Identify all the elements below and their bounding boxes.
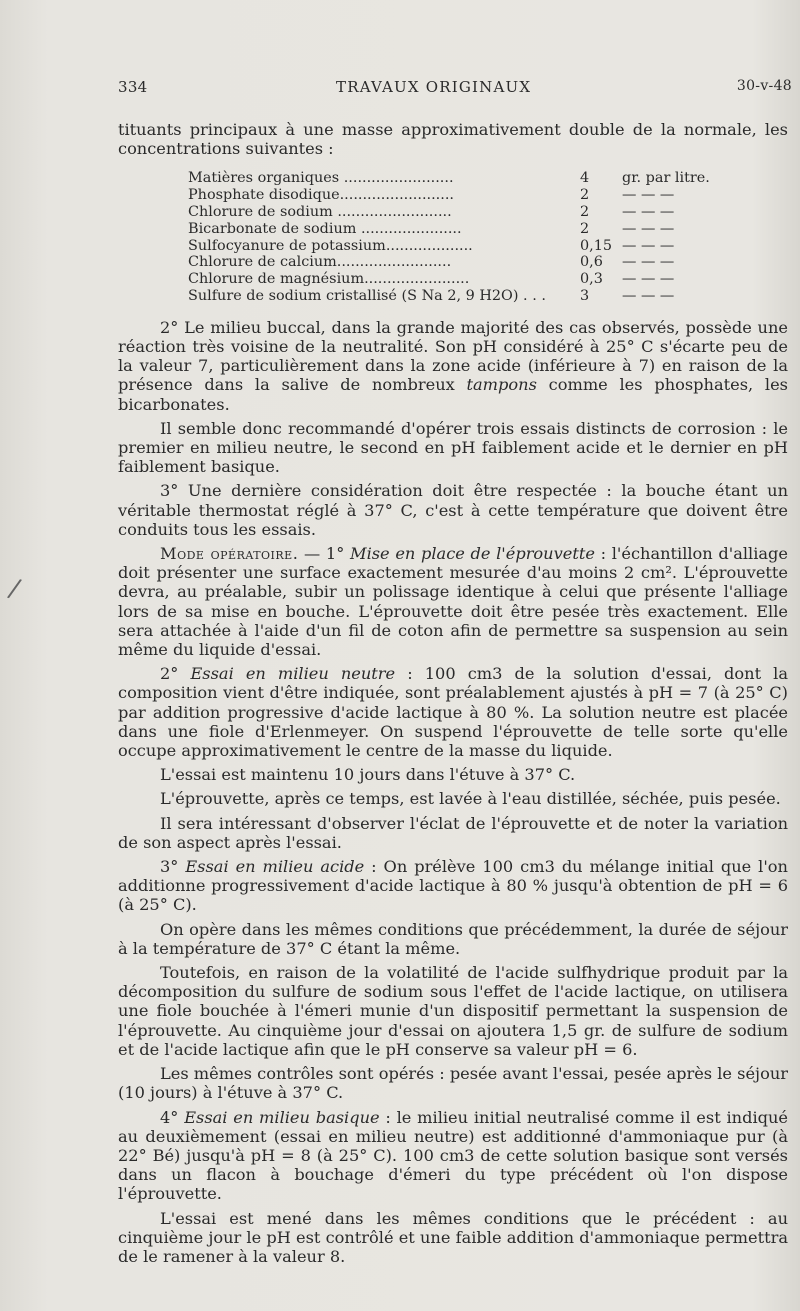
paragraph-buccal-medium: 2° Le milieu buccal, dans la grande majorité des cas observés, possède une réaction très voisine de la neutralité. Son pH considéré à 25° C s'écarte peu de la valeur 7, particulièrement dans la zone acide (inférieure à 7) en raison de la présence dans la salive de nombreux tampons comme les phosphates, les bicarbonates. xyxy=(118,317,788,414)
composition-quantity: 2 xyxy=(580,220,590,237)
paragraph-washing: L'éprouvette, après ce temps, est lavée à l'eau distillée, séchée, puis pesée. xyxy=(160,789,781,809)
composition-name: Matières organiques ........................ xyxy=(188,170,454,187)
subheading-neutral: Essai en milieu neutre xyxy=(190,664,396,684)
paragraph-temperature: 3° Une dernière considération doit être respectée : la bouche étant un véritable thermostat réglé à 37° C, c'est à cette température que doivent être conduits tous les essais. xyxy=(118,481,788,539)
composition-name: Sulfure de sodium cristallisé (S Na 2, 9 H2O) . . . xyxy=(188,287,546,304)
composition-unit: — — — xyxy=(622,287,675,304)
composition-name: Chlorure de sodium ......................... xyxy=(188,204,452,220)
composition-row xyxy=(188,170,710,187)
running-title: TRAVAUX ORIGINAUX xyxy=(336,78,532,96)
composition-row xyxy=(188,187,710,204)
emphasis-tampons: tampons xyxy=(466,375,537,395)
paragraph-volatility: Toutefois, en raison de la volatilité de l'acide sulfhydrique produit par la décomposition du sulfure de sodium sous l'effet de l'acide lactique, on utilisera une fiole bouchée à l'émeri munie d'un dispositif permettant la suspension de l'éprouvette. Au cinquième jour d'essai on ajoutera 1,5 gr. de sulfure de sodium et de l'acide lactique afin que le pH conserve sa valeur pH = 6. xyxy=(118,963,788,1059)
composition-unit: gr. par litre. xyxy=(622,170,710,187)
paragraph-procedure-setup: Mode opératoire. — 1° Mise en place de l'éprouvette : l'échantillon d'alliage doit présenter une surface exactement mesurée d'au moins 2 cm². L'éprouvette devra, au préalable, subir un polissage identique à celui que présente l'alliage lors de sa mise en bouche. L'éprouvette doit être pesée très exactement. Elle sera attachée à l'aide d'un fil de coton afin de permettre sa suspension au sein même du liquide d'essai. xyxy=(118,544,788,660)
paragraph-final: L'essai est mené dans les mêmes conditions que le précédent : au cinquième jour le pH est contrôlé et une faible addition d'ammoniaque permettra de le ramener à la valeur 8. xyxy=(118,1208,788,1266)
body-text xyxy=(118,120,788,1266)
subheading-specimen: Mise en place de l'éprouvette xyxy=(350,544,595,564)
issue-date: 30-v-48 xyxy=(736,78,792,94)
paragraph-acid-test: 3° Essai en milieu acide : On prélève 100 cm3 du mélange initial que l'on additionne progressivement d'acide lactique à 80 % jusqu'à obtention de pH = 6 (à 25° C). xyxy=(118,857,788,915)
subheading-acid: Essai en milieu acide xyxy=(185,857,365,877)
composition-name: Sulfocyanure de potassium................... xyxy=(188,237,473,254)
paragraph-basic-test: 4° Essai en milieu basique : le milieu initial neutralisé comme il est indiqué au deuxièmement (essai en milieu neutre) est additionné d'ammoniaque pur (à 22° Bé) jusqu'à pH = 8 (à 25° C). 100 cm3 de cette solution basique sont versés dans un flacon à bouchage d'émeri du type précédent où l'on dispose l'éprouvette. xyxy=(118,1107,788,1204)
composition-row xyxy=(188,271,710,288)
composition-quantity: 0,15 xyxy=(580,237,613,254)
composition-unit: — — — xyxy=(622,204,675,220)
composition-quantity: 2 xyxy=(580,204,590,220)
subheading-basic: Essai en milieu basique xyxy=(184,1107,380,1127)
paragraph-duration: L'essai est maintenu 10 jours dans l'étuve à 37° C. xyxy=(160,765,576,785)
composition-row xyxy=(188,221,710,238)
intro-paragraph: tituants principaux à une masse approximativement double de la normale, les concentrations suivantes : xyxy=(118,120,788,159)
composition-quantity: 3 xyxy=(580,287,590,304)
composition-quantity: 2 xyxy=(580,187,590,204)
composition-row xyxy=(188,288,710,305)
composition-row xyxy=(188,238,710,255)
section-lead: Mode opératoire. xyxy=(160,544,299,564)
paragraph-neutral-test: 2° Essai en milieu neutre : 100 cm3 de la solution d'essai, dont la composition vient d'être indiquée, sont préalablement ajustés à pH = 7 (à 25° C) par addition progressive d'acide lactique à 80 %. La solution neutre est placée dans une fiole d'Erlenmeyer. On suspend l'éprouvette de telle sorte qu'elle occupe approximativement le centre de la masse du liquide. xyxy=(118,664,788,761)
composition-unit: — — — xyxy=(622,237,675,254)
paragraph-three-tests: Il semble donc recommandé d'opérer trois essais distincts de corrosion : le premier en milieu neutre, le second en pH faiblement acide et le dernier en pH faiblement basique. xyxy=(118,418,788,477)
margin-pencil-mark: / xyxy=(5,573,24,605)
composition-row xyxy=(188,254,710,271)
composition-table xyxy=(188,170,710,304)
composition-name: Chlorure de magnésium....................... xyxy=(188,271,470,288)
composition-name: Phosphate disodique......................... xyxy=(188,187,454,204)
composition-unit: — — — xyxy=(622,254,675,271)
composition-quantity: 0,6 xyxy=(580,254,603,271)
composition-name: Chlorure de calcium......................... xyxy=(188,254,452,271)
composition-row xyxy=(188,204,710,221)
composition-quantity: 4 xyxy=(580,170,590,187)
paragraph-same-conditions: On opère dans les mêmes conditions que précédemment, la durée de séjour à la température de 37° C étant la même. xyxy=(118,919,788,958)
composition-unit: — — — xyxy=(622,220,675,237)
composition-unit: — — — xyxy=(622,271,675,288)
page-number: 334 xyxy=(118,78,148,96)
composition-unit: — — — xyxy=(622,187,675,204)
paragraph-controls: Les mêmes contrôles sont opérés : pesée avant l'essai, pesée après le séjour (10 jours) à l'étuve à 37° C. xyxy=(118,1064,788,1103)
composition-name: Bicarbonate de sodium ...................... xyxy=(188,220,462,237)
composition-quantity: 0,3 xyxy=(580,271,603,288)
paragraph-observation: Il sera intéressant d'observer l'éclat de l'éprouvette et de noter la variation de son aspect après l'essai. xyxy=(118,813,788,852)
